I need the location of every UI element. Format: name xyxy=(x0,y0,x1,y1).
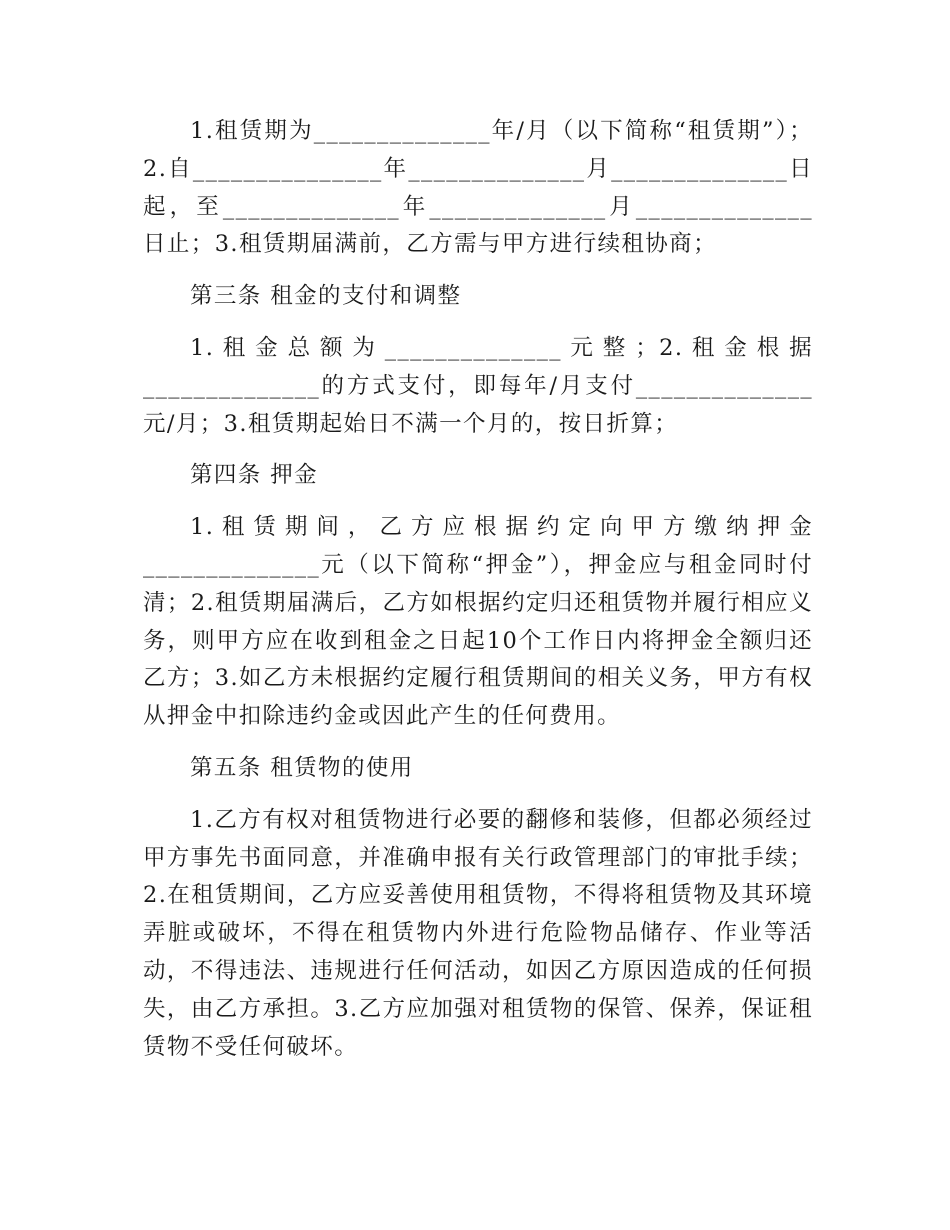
clause-use-of-property-paragraph: 1.乙方有权对租赁物进行必要的翻修和装修，但都必须经过甲方事先书面同意，并准确申报有关行政管理部门的审批手续；2.在租赁期间，乙方应妥善使用租赁物，不得将租赁物及其环境弄脏或破坏，不得在租赁物内外进行危险物品储存、作业等活动，不得违法、违规进行任何活动，如因乙方原因造成的任何损失，由乙方承担。3.乙方应加强对租赁物的保管、保养，保证租赁物不受任何破坏。 xyxy=(143,806,813,1060)
document-body xyxy=(143,113,813,1080)
clause-rent-payment-paragraph: 1.租金总额为______________元整；2.租金根据______________的方式支付，即每年/月支付______________元/月；3.租赁期起始日不满一个月的，按日折算； xyxy=(143,334,813,437)
article-3-heading: 第三条 租金的支付和调整 xyxy=(190,283,462,310)
article-5-heading: 第五条 租赁物的使用 xyxy=(190,754,414,781)
clause-lease-term-paragraph: 1.租赁期为______________年/月（以下简称“租赁期”）；2.自_______________年______________月______________日起，至______________年______________月______________日止；3.租赁期届满前，乙方需与甲方进行续租协商； xyxy=(143,118,813,258)
clause-deposit-paragraph: 1.租赁期间，乙方应根据约定向甲方缴纳押金______________元（以下简称“押金”），押金应与租金同时付清；2.租赁期届满后，乙方如根据约定归还租赁物并履行相应义务，则甲方应在收到租金之日起10个工作日内将押金全额归还乙方；3.如乙方未根据约定履行租赁期间的相关义务，甲方有权从押金中扣除违约金或因此产生的任何费用。 xyxy=(143,514,813,730)
article-4-heading: 第四条 押金 xyxy=(190,462,319,489)
